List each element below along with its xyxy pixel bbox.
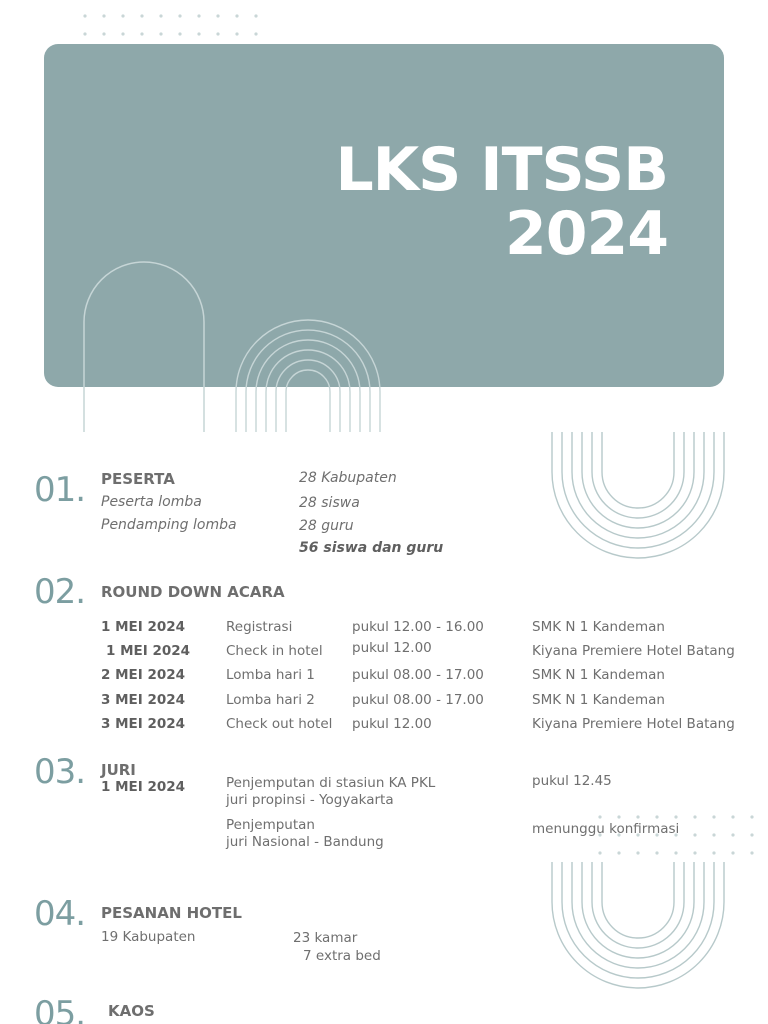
juri-date: 1 MEI 2024	[101, 779, 186, 795]
u-shapes-decoration-top	[550, 432, 728, 564]
hotel-rooms: 23 kamar	[293, 930, 358, 946]
schedule-date: 3 MEI 2024	[101, 716, 186, 732]
u-shapes-decoration-bottom	[550, 862, 728, 994]
section-heading-kaos: KAOS	[108, 1002, 155, 1020]
schedule-place: SMK N 1 Kandeman	[532, 692, 665, 708]
section-number-04: 04.	[34, 894, 86, 934]
title-line-1: LKS ITSSB	[335, 135, 668, 205]
juri-item-1-line-2: juri propinsi - Yogyakarta	[226, 792, 394, 808]
juri-item-2-time: menunggu konfirmasi	[532, 821, 680, 837]
schedule-time: pukul 08.00 - 17.00	[352, 667, 484, 683]
juri-item-2-line-2: juri Nasional - Bandung	[226, 834, 384, 850]
section-number-01: 01.	[34, 470, 86, 510]
section-heading-peserta: PESERTA	[101, 470, 175, 488]
schedule-place: SMK N 1 Kandeman	[532, 619, 665, 635]
section-number-02: 02.	[34, 572, 86, 612]
value-guru: 28 guru	[299, 518, 354, 534]
concentric-arches-decoration	[234, 320, 382, 432]
schedule-activity: Check in hotel	[226, 643, 323, 659]
value-siswa: 28 siswa	[299, 495, 360, 511]
value-kabupaten: 28 Kabupaten	[299, 470, 397, 486]
schedule-activity: Lomba hari 2	[226, 692, 315, 708]
schedule-activity: Lomba hari 1	[226, 667, 315, 683]
value-total: 56 siswa dan guru	[299, 540, 444, 556]
label-peserta-lomba: Peserta lomba	[101, 494, 202, 510]
section-heading-pesanan-hotel: PESANAN HOTEL	[101, 904, 242, 922]
schedule-time: pukul 12.00 - 16.00	[352, 619, 484, 635]
schedule-activity: Registrasi	[226, 619, 293, 635]
schedule-time: pukul 08.00 - 17.00	[352, 692, 484, 708]
juri-item-1-line-1: Penjemputan di stasiun KA PKL	[226, 775, 436, 791]
schedule-place: Kiyana Premiere Hotel Batang	[532, 643, 735, 659]
schedule-date: 3 MEI 2024	[101, 692, 186, 708]
page-title	[335, 135, 668, 269]
label-pendamping-lomba: Pendamping lomba	[101, 517, 237, 533]
section-number-05: 05.	[34, 994, 86, 1024]
schedule-place: SMK N 1 Kandeman	[532, 667, 665, 683]
section-heading-juri: JURI	[101, 761, 136, 779]
arch-outline-decoration	[82, 262, 206, 432]
schedule-time: pukul 12.00	[352, 716, 432, 732]
schedule-time: pukul 12.00	[352, 640, 432, 656]
schedule-place: Kiyana Premiere Hotel Batang	[532, 716, 735, 732]
title-line-2: 2024	[505, 199, 668, 269]
hotel-label: 19 Kabupaten	[101, 929, 196, 945]
section-heading-round-down: ROUND DOWN ACARA	[101, 583, 285, 601]
juri-item-1-time: pukul 12.45	[532, 773, 612, 789]
schedule-date: 1 MEI 2024	[101, 619, 186, 635]
schedule-date: 1 MEI 2024	[106, 643, 191, 659]
section-number-03: 03.	[34, 752, 86, 792]
schedule-date: 2 MEI 2024	[101, 667, 186, 683]
juri-item-2-line-1: Penjemputan	[226, 817, 315, 833]
hotel-extra-bed: 7 extra bed	[303, 948, 381, 964]
schedule-activity: Check out hotel	[226, 716, 333, 732]
